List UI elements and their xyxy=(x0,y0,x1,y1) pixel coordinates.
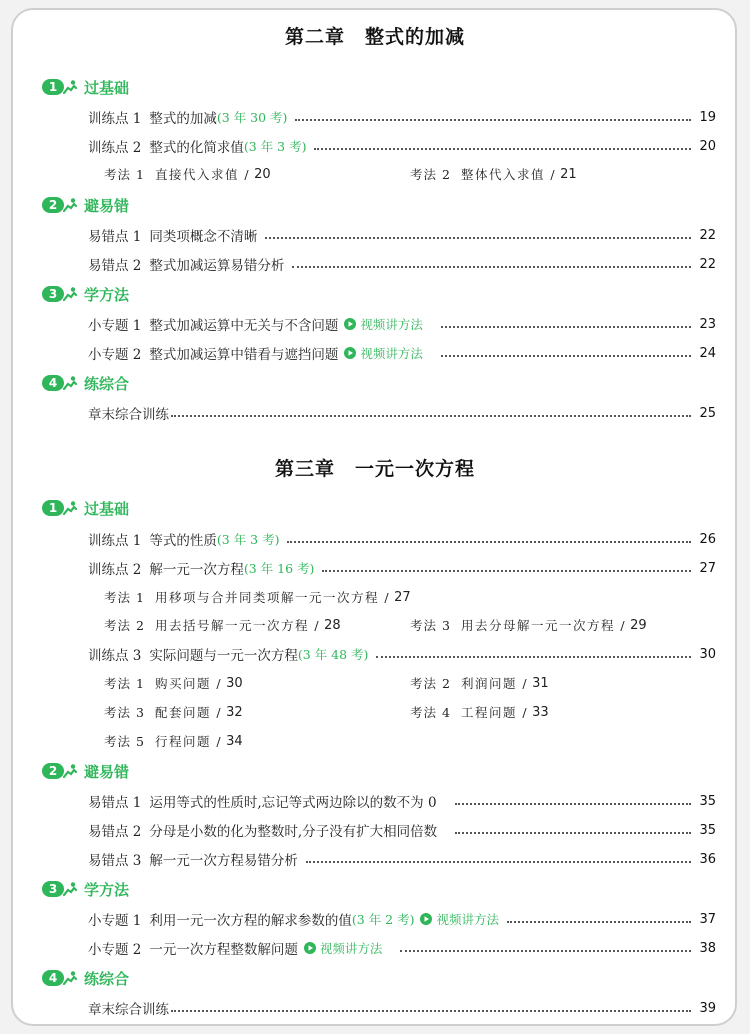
runner-icon xyxy=(62,881,78,897)
page-number: 29 xyxy=(630,617,647,633)
dot-leader xyxy=(292,266,691,268)
toc-subentry[interactable] xyxy=(410,615,647,635)
entry-prefix: 易错点 2 xyxy=(88,258,142,274)
section-number: 2 xyxy=(42,197,64,213)
entry-title: 利用一元一次方程的解求参数的值 xyxy=(149,913,352,929)
runner-icon xyxy=(62,197,78,213)
page-number: 34 xyxy=(226,733,243,749)
entry-prefix: 训练点 3 xyxy=(88,648,142,664)
chapter-title: 第三章 一元一次方程 xyxy=(274,458,475,480)
toc-entry[interactable] xyxy=(88,136,716,156)
toc-entry[interactable] xyxy=(88,314,716,334)
toc-subentry[interactable] xyxy=(104,731,243,751)
play-icon xyxy=(304,942,316,954)
section-label: 学方法 xyxy=(84,880,130,899)
page-number: 32 xyxy=(226,704,243,720)
section-number: 3 xyxy=(42,286,64,302)
exam-frequency: (3 年 48 考) xyxy=(297,647,369,662)
entry-prefix: 训练点 2 xyxy=(88,562,142,578)
dot-leader xyxy=(265,237,691,239)
play-icon xyxy=(420,913,432,925)
entry-title: 章末综合训练 xyxy=(88,1002,169,1018)
toc-subentry[interactable] xyxy=(410,673,549,693)
section-label: 学方法 xyxy=(84,285,130,304)
subentry-title: 购买问题 / xyxy=(154,676,223,691)
section-number-badge xyxy=(42,374,80,392)
subentry-title: 用去括号解一元一次方程 / xyxy=(154,618,321,633)
entry-prefix: 小专题 1 xyxy=(88,913,142,929)
toc-entry[interactable] xyxy=(88,107,716,127)
section-number: 1 xyxy=(42,500,64,516)
toc-entry[interactable] xyxy=(88,909,716,929)
page-number: 30 xyxy=(226,675,243,691)
toc-entry[interactable] xyxy=(88,791,716,811)
page-number: 33 xyxy=(532,704,549,720)
section-number-badge xyxy=(42,78,80,96)
dot-leader xyxy=(441,355,692,357)
play-icon xyxy=(344,347,356,359)
dot-leader xyxy=(455,832,691,834)
page-number: 26 xyxy=(699,531,716,547)
toc-subentry[interactable] xyxy=(104,164,271,184)
subentry-prefix: 考法 1 xyxy=(104,167,145,182)
subentry-prefix: 考法 2 xyxy=(410,676,451,691)
page-number: 22 xyxy=(699,227,716,243)
exam-frequency: (3 年 30 考) xyxy=(216,110,288,125)
dot-leader xyxy=(171,1010,691,1012)
dot-leader xyxy=(400,950,691,952)
dot-leader xyxy=(441,326,692,328)
subentry-title: 行程问题 / xyxy=(154,734,223,749)
section-label: 练综合 xyxy=(84,374,130,393)
section-header-methods xyxy=(42,284,129,304)
toc-subentry[interactable] xyxy=(104,673,243,693)
section-label: 过基础 xyxy=(84,499,130,518)
toc-entry[interactable] xyxy=(88,225,716,245)
page-number: 39 xyxy=(699,1000,716,1016)
section-header-practice xyxy=(42,373,129,393)
toc-subentry[interactable] xyxy=(104,587,411,607)
toc-subentry[interactable] xyxy=(104,702,243,722)
video-link-label: 视频讲方法 xyxy=(319,941,383,956)
dot-leader xyxy=(376,656,691,658)
section-header-basics xyxy=(42,77,129,97)
section-header-methods xyxy=(42,879,129,899)
page-number: 22 xyxy=(699,256,716,272)
section-number-badge xyxy=(42,969,80,987)
section-number-badge xyxy=(42,499,80,517)
page-number: 31 xyxy=(532,675,549,691)
page-number: 23 xyxy=(699,316,716,332)
chapter-title: 第二章 整式的加减 xyxy=(284,26,465,48)
page-number: 19 xyxy=(699,109,716,125)
toc-entry[interactable] xyxy=(88,938,716,958)
runner-icon xyxy=(62,763,78,779)
entry-prefix: 小专题 1 xyxy=(88,318,142,334)
dot-leader xyxy=(306,861,692,863)
exam-frequency: (3 年 3 考) xyxy=(243,139,307,154)
page-number: 24 xyxy=(699,345,716,361)
section-header-mistakes xyxy=(42,761,129,781)
entry-title: 解一元一次方程易错分析 xyxy=(149,853,298,869)
section-label: 避易错 xyxy=(84,762,130,781)
section-number: 3 xyxy=(42,881,64,897)
section-header-mistakes xyxy=(42,195,129,215)
subentry-prefix: 考法 3 xyxy=(410,618,451,633)
page-number: 38 xyxy=(699,940,716,956)
toc-entry[interactable] xyxy=(88,403,716,423)
entry-prefix: 训练点 1 xyxy=(88,111,142,127)
page-number: 30 xyxy=(699,646,716,662)
runner-icon xyxy=(62,79,78,95)
dot-leader xyxy=(314,148,691,150)
section-number-badge xyxy=(42,196,80,214)
page-number: 20 xyxy=(254,166,271,182)
toc-entry[interactable] xyxy=(88,343,716,363)
entry-title: 同类项概念不清晰 xyxy=(149,229,258,245)
subentry-title: 用移项与合并同类项解一元一次方程 / xyxy=(154,590,391,605)
section-label: 练综合 xyxy=(84,969,130,988)
page-number: 35 xyxy=(699,793,716,809)
subentry-prefix: 考法 3 xyxy=(104,705,145,720)
entry-title: 分母是小数的化为整数时,分子没有扩大相同倍数 xyxy=(149,824,438,840)
toc-subentry[interactable] xyxy=(410,702,549,722)
subentry-prefix: 考法 4 xyxy=(410,705,451,720)
video-link-label: 视频讲方法 xyxy=(360,346,423,361)
section-number: 4 xyxy=(42,970,64,986)
exam-frequency: (3 年 16 考) xyxy=(243,561,315,576)
entry-prefix: 训练点 2 xyxy=(88,140,142,156)
section-number-badge xyxy=(42,762,80,780)
section-label: 避易错 xyxy=(84,196,130,215)
entry-title: 一元一次方程整数解问题 xyxy=(149,942,298,958)
entry-prefix: 易错点 1 xyxy=(88,795,142,811)
video-link-label: 视频讲方法 xyxy=(436,912,499,927)
page-number: 37 xyxy=(699,911,716,927)
section-label: 过基础 xyxy=(84,78,130,97)
subentry-title: 用去分母解一元一次方程 / xyxy=(460,618,627,633)
subentry-title: 配套问题 / xyxy=(154,705,223,720)
exam-frequency: (3 年 2 考) xyxy=(351,912,415,927)
entry-prefix: 小专题 2 xyxy=(88,347,142,363)
toc-subentry[interactable] xyxy=(104,615,341,635)
entry-title: 整式的化简求值 xyxy=(149,140,244,156)
page-number: 21 xyxy=(560,166,577,182)
entry-title: 解一元一次方程 xyxy=(149,562,244,578)
subentry-title: 直接代入求值 / xyxy=(154,167,251,182)
entry-title: 运用等式的性质时,忘记等式两边除以的数不为 0 xyxy=(149,795,437,811)
section-number: 4 xyxy=(42,375,64,391)
entry-title: 整式的加减 xyxy=(149,111,217,127)
section-number: 1 xyxy=(42,79,64,95)
subentry-title: 利润问题 / xyxy=(460,676,529,691)
toc-subentry[interactable] xyxy=(410,164,577,184)
entry-prefix: 易错点 1 xyxy=(88,229,142,245)
video-link[interactable] xyxy=(344,344,423,362)
dot-leader xyxy=(455,803,692,805)
page-number: 27 xyxy=(699,560,716,576)
entry-prefix: 易错点 3 xyxy=(88,853,142,869)
page-number: 25 xyxy=(699,405,716,421)
subentry-title: 工程问题 / xyxy=(460,705,529,720)
entry-title: 等式的性质 xyxy=(149,533,217,549)
entry-title: 整式加减运算易错分析 xyxy=(149,258,285,274)
dot-leader xyxy=(322,570,691,572)
entry-title: 整式加减运算中错看与遮挡问题 xyxy=(149,347,339,363)
subentry-prefix: 考法 2 xyxy=(410,167,451,182)
entry-prefix: 训练点 1 xyxy=(88,533,142,549)
toc-entry[interactable] xyxy=(88,820,716,840)
video-link[interactable] xyxy=(344,315,423,333)
video-link[interactable] xyxy=(304,939,383,957)
video-link[interactable] xyxy=(420,910,499,928)
video-link-label: 视频讲方法 xyxy=(360,317,423,332)
runner-icon xyxy=(62,286,78,302)
entry-title: 实际问题与一元一次方程 xyxy=(149,648,298,664)
runner-icon xyxy=(62,500,78,516)
entry-prefix: 小专题 2 xyxy=(88,942,142,958)
play-icon xyxy=(344,318,356,330)
subentry-prefix: 考法 1 xyxy=(104,590,145,605)
toc-entry[interactable] xyxy=(88,849,716,869)
dot-leader xyxy=(507,921,691,923)
toc-entry[interactable] xyxy=(88,644,716,664)
subentry-prefix: 考法 5 xyxy=(104,734,145,749)
entry-title: 章末综合训练 xyxy=(88,407,169,423)
page-number: 35 xyxy=(699,822,716,838)
subentry-prefix: 考法 2 xyxy=(104,618,145,633)
toc-entry[interactable] xyxy=(88,254,716,274)
runner-icon xyxy=(62,375,78,391)
dot-leader xyxy=(171,415,691,417)
subentry-prefix: 考法 1 xyxy=(104,676,145,691)
exam-frequency: (3 年 3 考) xyxy=(216,532,280,547)
runner-icon xyxy=(62,970,78,986)
entry-prefix: 易错点 2 xyxy=(88,824,142,840)
section-number: 2 xyxy=(42,763,64,779)
dot-leader xyxy=(295,119,691,121)
section-number-badge xyxy=(42,880,80,898)
toc-entry[interactable] xyxy=(88,998,716,1018)
page-number: 27 xyxy=(394,589,411,605)
section-header-basics xyxy=(42,498,129,518)
toc-entry[interactable] xyxy=(88,558,716,578)
toc-entry[interactable] xyxy=(88,529,716,549)
dot-leader xyxy=(287,541,691,543)
section-header-practice xyxy=(42,968,129,988)
page-number: 36 xyxy=(699,851,716,867)
entry-title: 整式加减运算中无关与不含问题 xyxy=(149,318,339,334)
subentry-title: 整体代入求值 / xyxy=(460,167,557,182)
page-number: 28 xyxy=(324,617,341,633)
section-number-badge xyxy=(42,285,80,303)
page-number: 20 xyxy=(699,138,716,154)
